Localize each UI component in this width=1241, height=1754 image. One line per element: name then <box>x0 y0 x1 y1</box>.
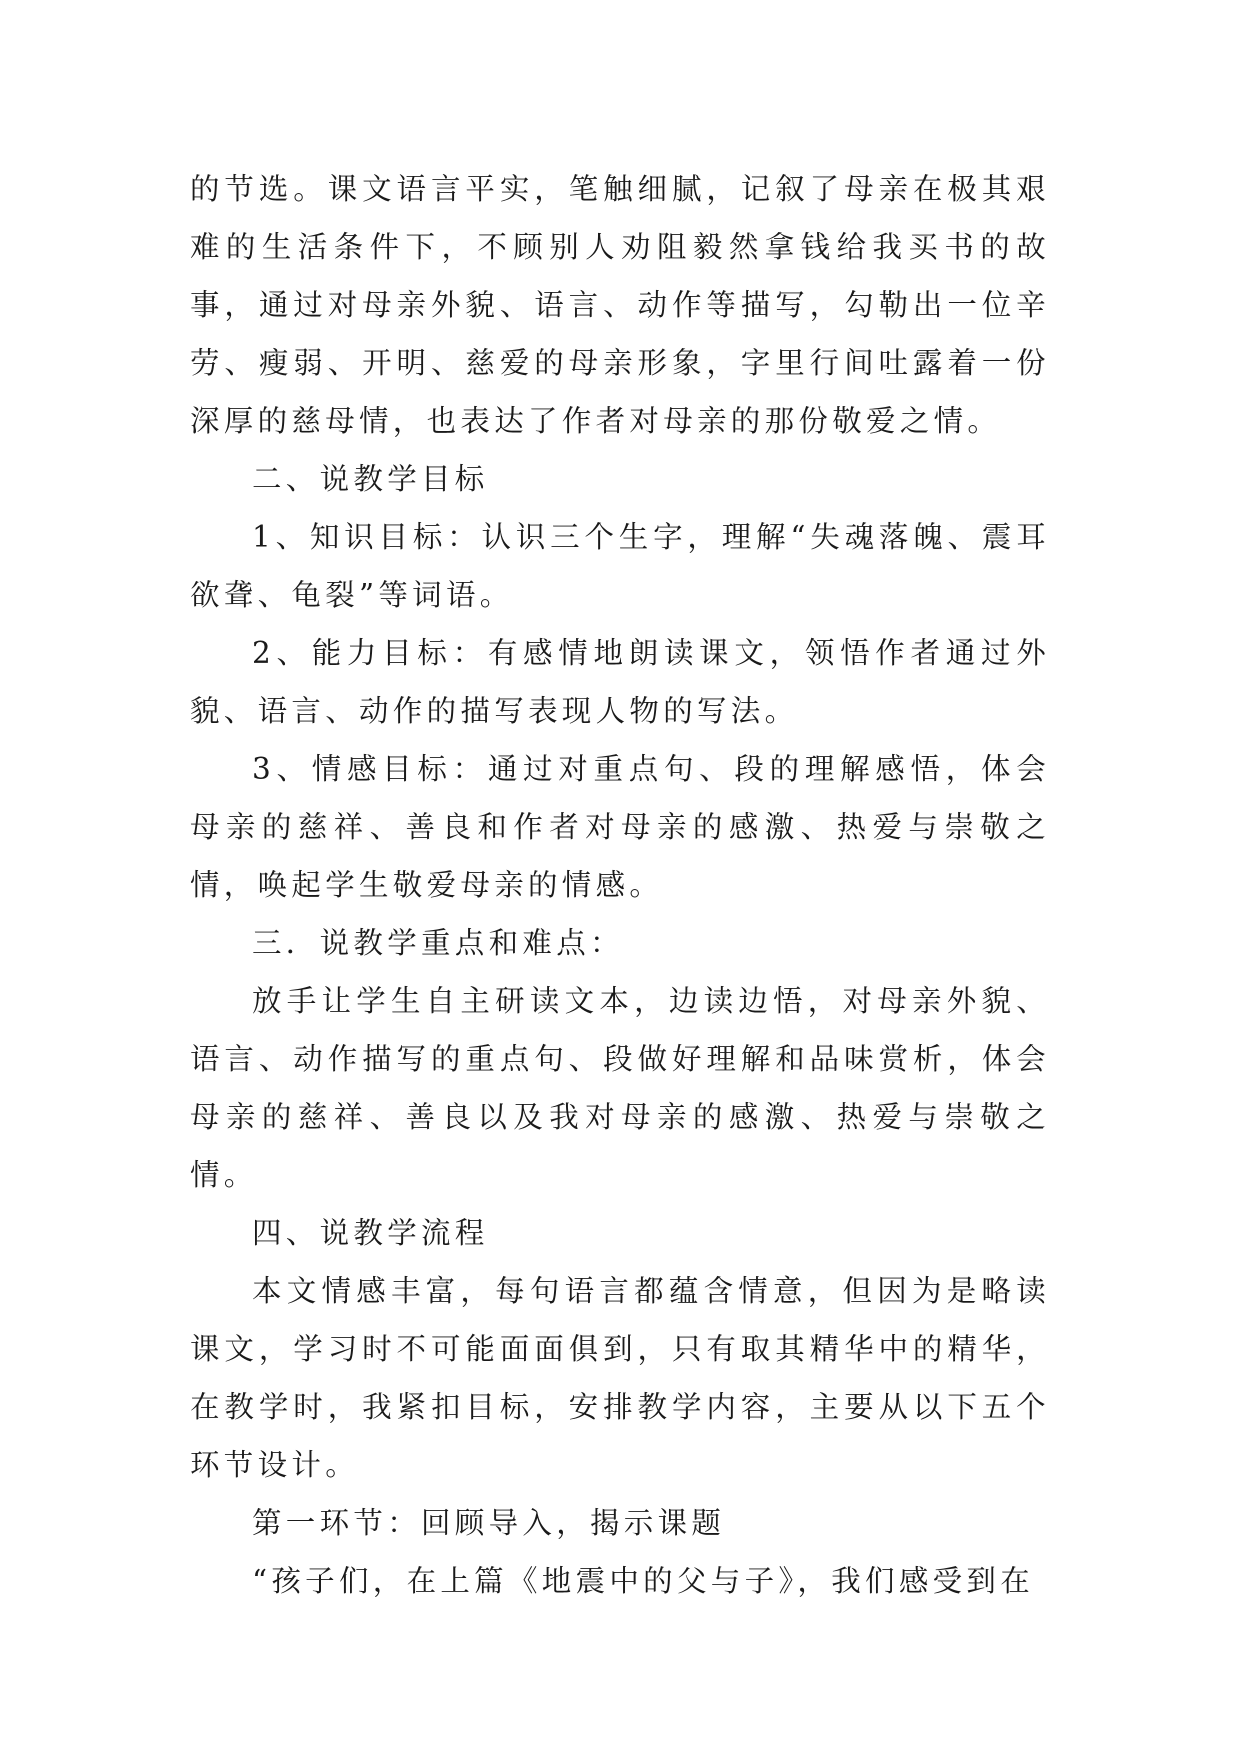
paragraph-knowledge-goal: 1、知识目标：认识三个生字，理解“失魂落魄、震耳欲聋、龟裂”等词语。 <box>190 520 1050 612</box>
paragraph-intro-continuation: 的节选。课文语言平实，笔触细腻，记叙了母亲在极其艰难的生活条件下，不顾别人劝阻毅然拿钱给我买书的故事，通过对母亲外貌、语言、动作等描写，勾勒出一位辛劳、瘦弱、开明、慈爱的母亲形象，字里行间吐露着一份深厚的慈母情，也表达了作者对母亲的那份敬爱之情。 <box>190 172 1050 438</box>
paragraph-key-points: 放手让学生自主研读文本，边读边悟，对母亲外貌、语言、动作描写的重点句、段做好理解和品味赏析，体会母亲的慈祥、善良以及我对母亲的感激、热爱与崇敬之情。 <box>190 984 1050 1192</box>
section-heading-step-one: 第一环节：回顾导入，揭示课题 <box>252 1506 726 1540</box>
document-body <box>190 160 1050 1610</box>
section-heading-teaching-goals: 二、说教学目标 <box>252 462 489 496</box>
paragraph-step-one: “孩子们，在上篇《地震中的父与子》，我们感受到在 <box>252 1564 1035 1598</box>
paragraph-ability-goal: 2、能力目标：有感情地朗读课文，领悟作者通过外貌、语言、动作的描写表现人物的写法。 <box>190 636 1050 728</box>
section-heading-key-points: 三．说教学重点和难点： <box>252 926 624 960</box>
paragraph-teaching-process: 本文情感丰富，每句语言都蕴含情意，但因为是略读课文，学习时不可能面面俱到，只有取其精华中的精华，在教学时，我紧扣目标，安排教学内容，主要从以下五个环节设计。 <box>190 1274 1050 1482</box>
section-heading-teaching-process: 四、说教学流程 <box>252 1216 489 1250</box>
paragraph-emotion-goal: 3、情感目标：通过对重点句、段的理解感悟，体会母亲的慈祥、善良和作者对母亲的感激、热爱与崇敬之情，唤起学生敬爱母亲的情感。 <box>190 752 1050 902</box>
